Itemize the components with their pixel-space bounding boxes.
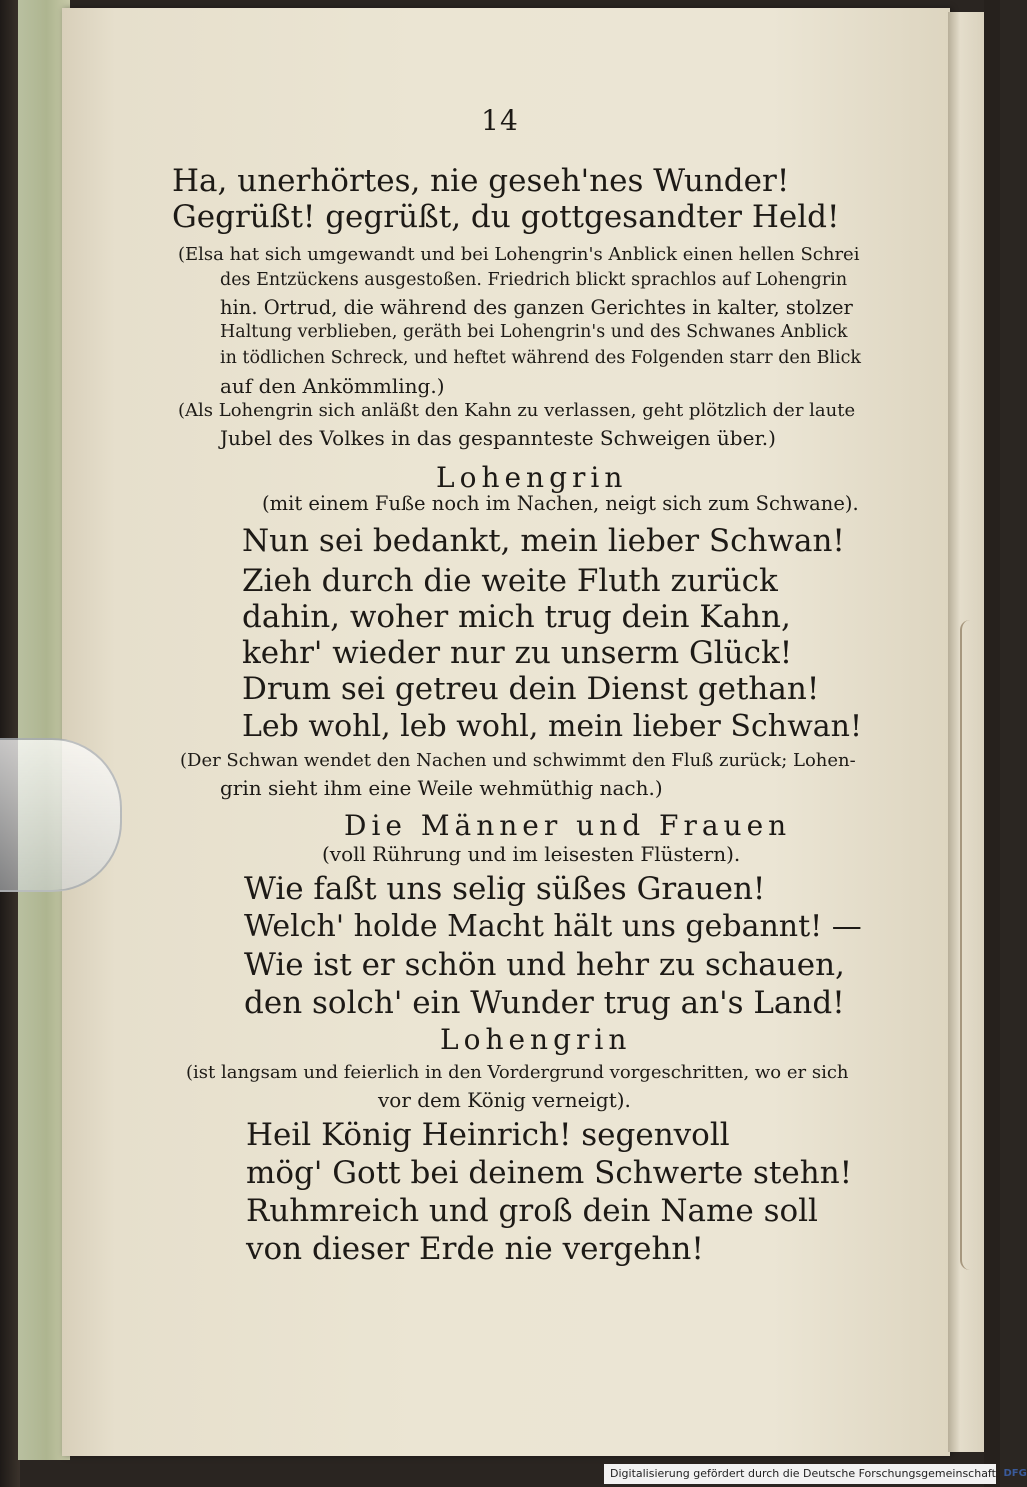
stage-direction: Haltung verblieben, geräth bei Lohengrin's und des Schwanes Anblick (220, 322, 848, 342)
verse-line: Gegrüßt! gegrüßt, du gottgesandter Held! (172, 199, 840, 235)
verse-line: Welch' holde Macht hält uns gebannt! — (244, 909, 862, 944)
page-number: 14 (481, 104, 519, 137)
stage-direction: (voll Rührung und im leisesten Flüstern). (322, 842, 741, 866)
speaker-name: Die Männer und Frauen (344, 809, 792, 842)
credit-text: Digitalisierung gefördert durch die Deutsche Forschungsgemeinschaft (610, 1467, 996, 1480)
verse-line: Leb wohl, leb wohl, mein lieber Schwan! (242, 709, 863, 744)
verse-line: Ha, unerhörtes, nie geseh'nes Wunder! (172, 163, 790, 199)
verse-line: Nun sei bedankt, mein lieber Schwan! (242, 523, 845, 559)
stage-direction: auf den Ankömmling.) (220, 374, 445, 398)
verse-line: kehr' wieder nur zu unserm Glück! (242, 635, 793, 671)
stage-direction: (Als Lohengrin sich anläßt den Kahn zu verlassen, geht plötzlich der laute (178, 400, 856, 421)
verse-line: Zieh durch die weite Fluth zurück (242, 563, 778, 599)
stage-direction: hin. Ortrud, die während des ganzen Gerichtes in kalter, stolzer (220, 296, 853, 319)
speaker-name: Lohengrin (440, 1023, 632, 1056)
stage-direction: (ist langsam und feierlich in den Vordergrund vorgeschritten, wo er sich (186, 1062, 849, 1083)
verse-line: Wie ist er schön und hehr zu schauen, (244, 947, 845, 983)
stage-direction: (mit einem Fuße noch im Nachen, neigt sich zum Schwane). (262, 492, 859, 515)
stage-direction: vor dem König verneigt). (378, 1088, 631, 1112)
verse-line: Wie faßt uns selig süßes Grauen! (244, 871, 766, 907)
verse-line: von dieser Erde nie vergehn! (246, 1231, 704, 1267)
stage-direction: des Entzückens ausgestoßen. Friedrich blickt sprachlos auf Lohengrin (220, 270, 848, 290)
verse-line: den solch' ein Wunder trug an's Land! (244, 985, 845, 1021)
stage-direction: in tödlichen Schreck, und heftet während des Folgenden starr den Blick (220, 348, 862, 368)
verse-line: mög' Gott bei deinem Schwerte stehn! (246, 1155, 853, 1191)
verse-line: Ruhmreich und groß dein Name soll (246, 1193, 818, 1229)
stage-direction: grin sieht ihm eine Weile wehmüthig nach.) (220, 776, 663, 800)
verse-line: Heil König Heinrich! segenvoll (246, 1117, 730, 1153)
stage-direction: (Elsa hat sich umgewandt und bei Lohengrin's Anblick einen hellen Schrei (178, 244, 860, 265)
speaker-name: Lohengrin (436, 461, 628, 494)
stage-direction: Jubel des Volkes in das gespannteste Schweigen über.) (220, 426, 776, 450)
verse-line: dahin, woher mich trug dein Kahn, (242, 599, 791, 635)
dfg-logo-icon: DFG (1003, 1468, 1027, 1479)
digitization-credit (604, 1464, 1027, 1484)
verse-line: Drum sei getreu dein Dienst gethan! (242, 671, 820, 707)
stage-direction: (Der Schwan wendet den Nachen und schwimmt den Fluß zurück; Lohen- (180, 750, 856, 771)
